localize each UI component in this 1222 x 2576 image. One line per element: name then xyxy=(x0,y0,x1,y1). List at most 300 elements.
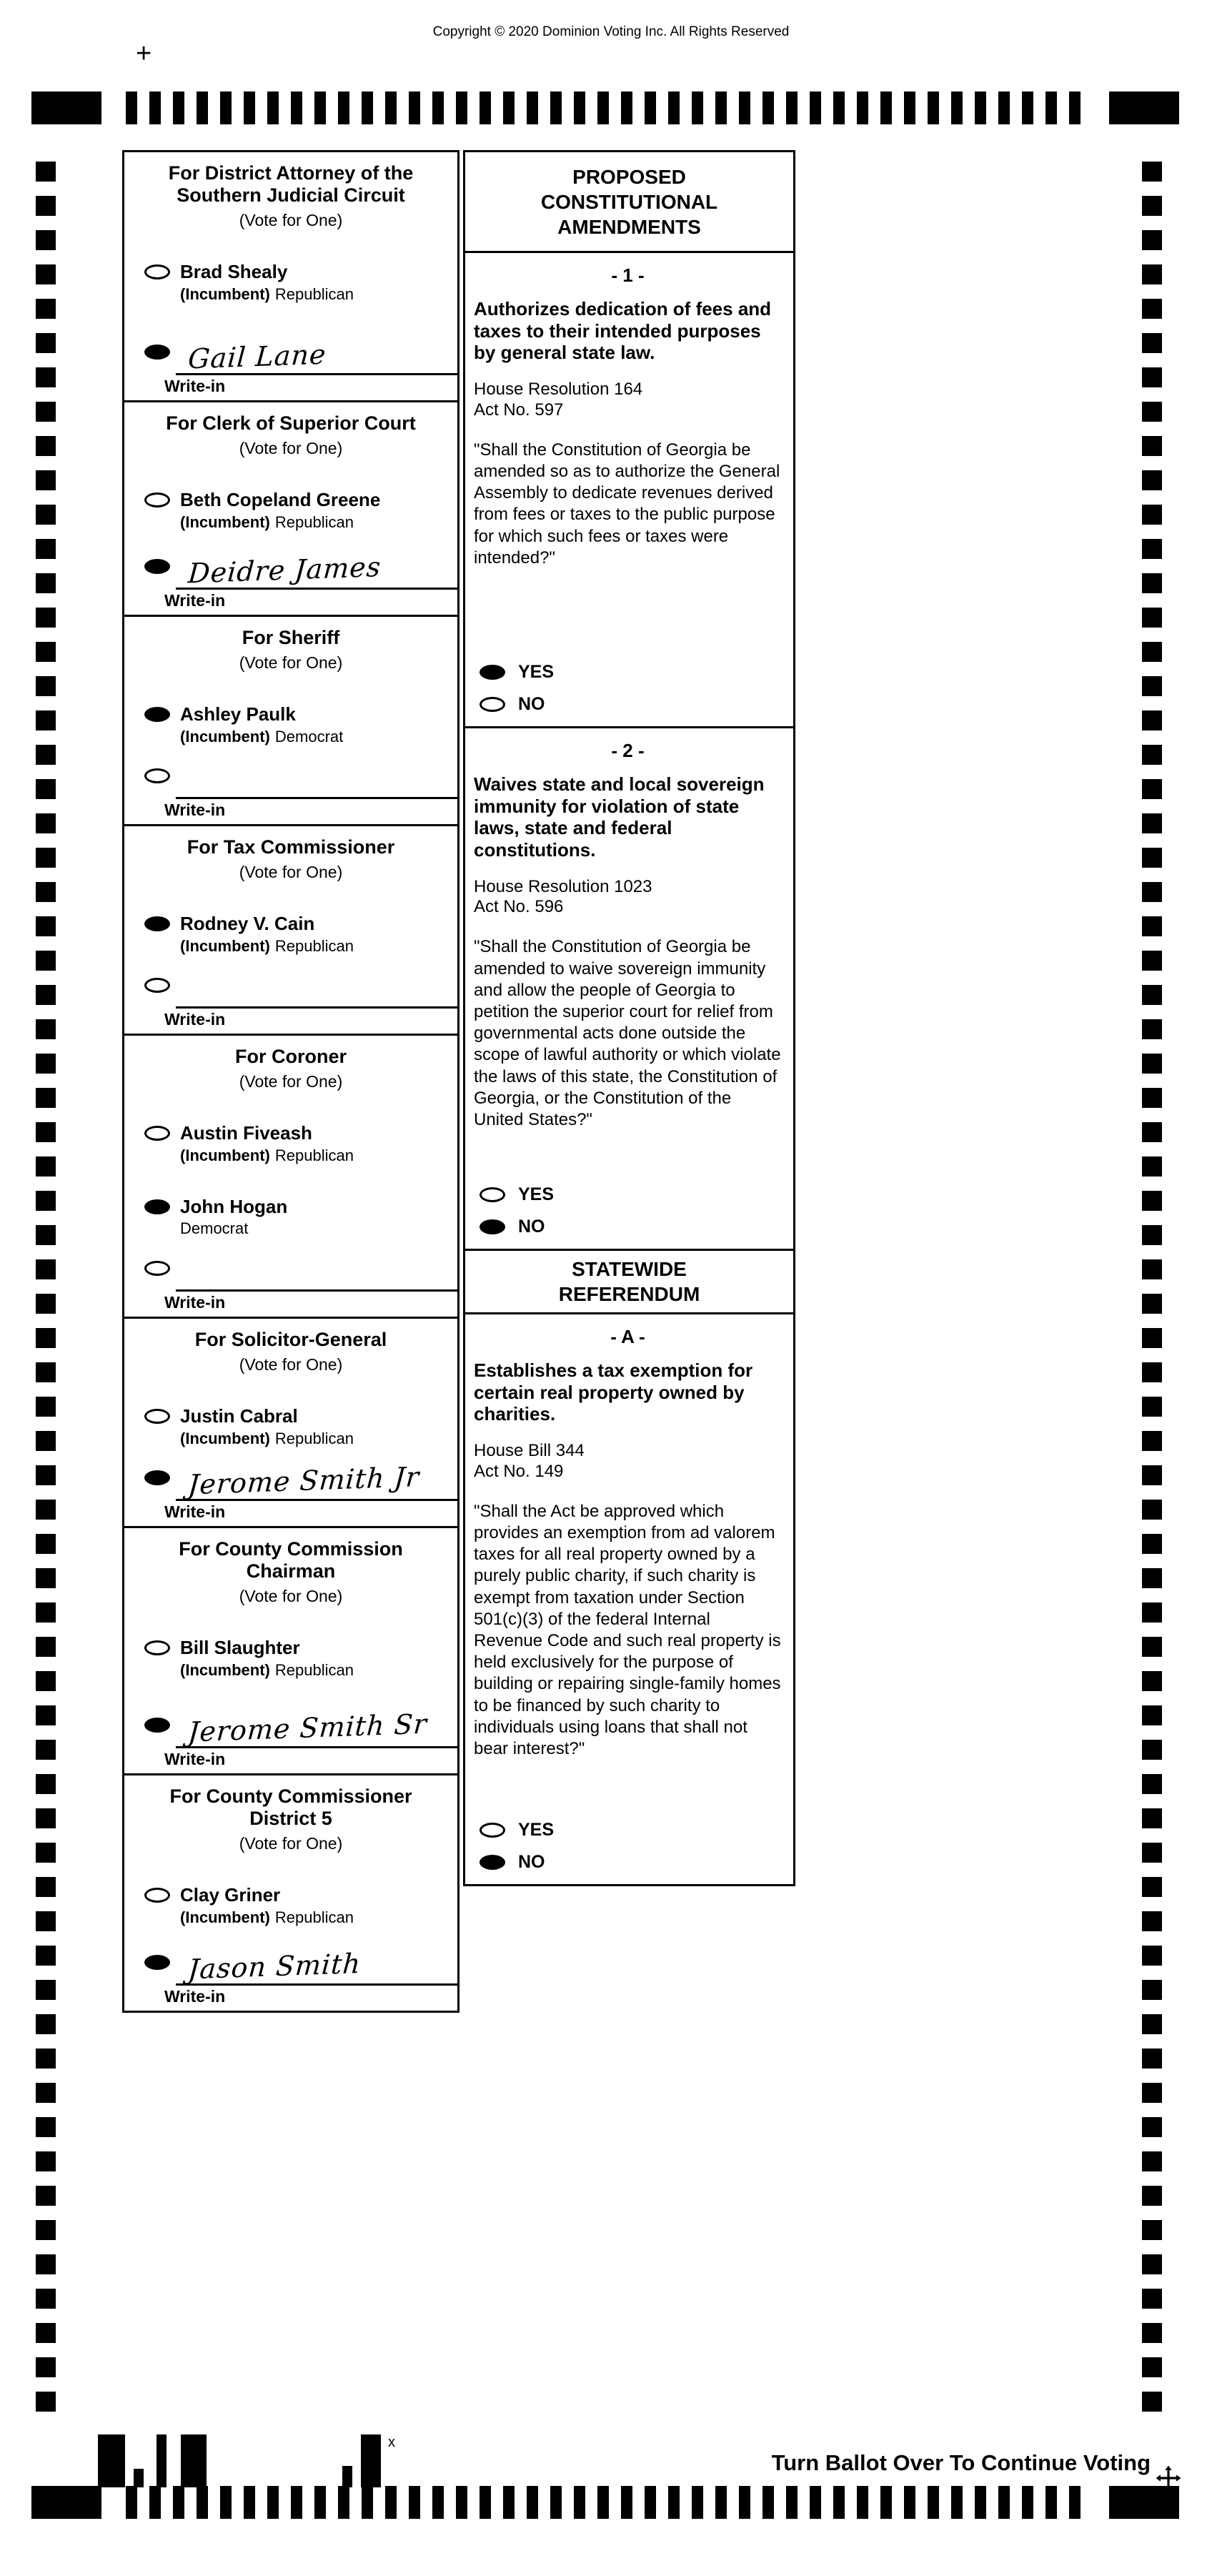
timing-mark xyxy=(1142,162,1162,182)
timing-mark xyxy=(1142,505,1162,525)
timing-mark xyxy=(36,1465,56,1485)
candidate-name: Rodney V. Cain xyxy=(180,913,315,935)
timing-mark xyxy=(1069,2486,1081,2519)
write-in-option[interactable] xyxy=(124,759,457,799)
timing-mark xyxy=(975,2486,986,2519)
write-in-handwriting: Jerome Smith Sr xyxy=(187,1708,429,1748)
candidate-oval[interactable] xyxy=(144,1640,170,1655)
timing-mark xyxy=(362,91,373,124)
candidate-option[interactable] xyxy=(124,262,457,304)
timing-mark xyxy=(1142,2186,1162,2206)
timing-mark xyxy=(36,1225,56,1245)
timing-mark xyxy=(810,2486,821,2519)
party-label: Republican xyxy=(274,1146,354,1164)
timing-mark xyxy=(951,2486,963,2519)
timing-mark xyxy=(1142,402,1162,422)
timing-mark xyxy=(762,2486,774,2519)
candidate-name: Beth Copeland Greene xyxy=(180,489,381,511)
vote-for-instruction: (Vote for One) xyxy=(239,211,343,230)
timing-mark xyxy=(1142,1740,1162,1760)
candidate-option[interactable] xyxy=(124,1197,457,1239)
party-label: Democrat xyxy=(180,1219,249,1238)
choice-label: NO xyxy=(518,694,545,714)
write-in-line[interactable] xyxy=(176,550,457,590)
timing-mark xyxy=(267,91,279,124)
timing-mark xyxy=(36,779,56,799)
timing-mark xyxy=(1142,745,1162,765)
party-label: Republican xyxy=(274,1908,354,1926)
copyright-notice: Copyright © 2020 Dominion Voting Inc. All Rights Reserved xyxy=(432,24,790,39)
timing-mark xyxy=(1142,264,1162,284)
timing-mark xyxy=(36,1843,56,1863)
contest-section xyxy=(122,400,460,617)
timing-mark xyxy=(456,2486,467,2519)
timing-mark xyxy=(1142,1705,1162,1725)
timing-mark xyxy=(1142,230,1162,250)
timing-mark xyxy=(1142,1328,1162,1348)
timing-mark xyxy=(1142,573,1162,593)
timing-mark xyxy=(36,1671,56,1691)
timing-mark xyxy=(574,91,585,124)
vote-for-instruction: (Vote for One) xyxy=(239,653,343,673)
timing-mark xyxy=(1142,1362,1162,1382)
timing-mark xyxy=(1142,779,1162,799)
write-in-label: Write-in xyxy=(164,1293,226,1312)
timing-mark xyxy=(244,2486,255,2519)
timing-block-right xyxy=(1109,91,1179,124)
write-in-line[interactable] xyxy=(176,1708,457,1748)
choice-oval[interactable] xyxy=(480,697,505,712)
timing-mark xyxy=(597,91,609,124)
measure-choice[interactable] xyxy=(480,1852,782,1873)
timing-mark xyxy=(527,91,538,124)
barcode-bar xyxy=(361,2434,381,2487)
write-in-group xyxy=(124,969,457,1034)
incumbent-label: (Incumbent) xyxy=(180,1908,270,1926)
write-in-option[interactable] xyxy=(124,1946,457,1986)
measure-summary: Waives state and local sovereign immunity for violation of state laws, state and federal constitutions. xyxy=(474,773,765,861)
timing-mark xyxy=(857,91,868,124)
timing-mark xyxy=(1142,1294,1162,1314)
barcode-bar xyxy=(98,2434,125,2487)
candidate-option[interactable] xyxy=(124,1123,457,1165)
timing-mark xyxy=(36,676,56,696)
timing-mark xyxy=(621,91,632,124)
timing-bars xyxy=(126,2486,1081,2519)
write-in-group xyxy=(124,1946,457,2011)
timing-mark xyxy=(1142,1054,1162,1074)
contest-title: For Sheriff xyxy=(242,627,340,648)
timing-band-top xyxy=(0,91,1222,124)
timing-mark xyxy=(36,916,56,936)
measure-choices xyxy=(474,1797,782,1873)
measure-choice[interactable] xyxy=(480,694,782,715)
timing-mark xyxy=(1142,985,1162,1005)
timing-mark xyxy=(645,2486,656,2519)
timing-mark xyxy=(998,91,1010,124)
timing-mark xyxy=(503,91,515,124)
write-in-option[interactable] xyxy=(124,335,457,375)
choice-oval[interactable] xyxy=(480,1187,505,1202)
timing-mark xyxy=(36,1705,56,1725)
side-timing-column xyxy=(1142,162,1162,2412)
timing-mark xyxy=(36,367,56,387)
timing-mark xyxy=(550,91,562,124)
write-in-option[interactable] xyxy=(124,550,457,590)
timing-mark xyxy=(291,91,302,124)
contest-title: For County Commission Chairman xyxy=(179,1538,403,1582)
timing-mark xyxy=(951,91,963,124)
timing-mark xyxy=(149,2486,161,2519)
timing-mark xyxy=(36,1637,56,1657)
timing-mark xyxy=(1022,91,1033,124)
timing-mark xyxy=(621,2486,632,2519)
timing-mark xyxy=(36,1602,56,1623)
incumbent-label: (Incumbent) xyxy=(180,1660,270,1679)
timing-mark xyxy=(550,2486,562,2519)
measures-column xyxy=(463,150,795,1886)
registration-barcode xyxy=(98,2434,395,2487)
timing-mark xyxy=(36,2254,56,2274)
candidate-oval[interactable] xyxy=(144,1888,170,1903)
write-in-label: Write-in xyxy=(164,1750,226,1768)
write-in-group xyxy=(124,759,457,824)
timing-mark xyxy=(1142,608,1162,628)
measure-choice[interactable] xyxy=(480,1184,782,1205)
timing-mark xyxy=(36,1877,56,1897)
barcode-bar xyxy=(134,2469,144,2487)
measures-header-title: PROPOSED CONSTITUTIONAL AMENDMENTS xyxy=(540,165,718,238)
timing-mark xyxy=(36,2289,56,2309)
party-label: Republican xyxy=(274,1429,354,1447)
timing-mark xyxy=(1142,2220,1162,2240)
timing-mark xyxy=(36,985,56,1005)
timing-mark xyxy=(645,91,656,124)
candidate-oval[interactable] xyxy=(144,916,170,931)
timing-mark xyxy=(36,2220,56,2240)
timing-mark xyxy=(1142,1259,1162,1279)
candidate-text xyxy=(180,913,354,956)
timing-mark xyxy=(1142,1946,1162,1966)
candidate-text xyxy=(180,490,380,532)
measure-choice[interactable] xyxy=(480,1217,782,1237)
measure-choices xyxy=(474,639,782,715)
write-in-line[interactable] xyxy=(176,1252,457,1292)
timing-mark xyxy=(904,91,915,124)
timing-mark xyxy=(1142,333,1162,353)
write-in-option[interactable] xyxy=(124,1252,457,1292)
timing-mark xyxy=(36,1534,56,1554)
candidate-option[interactable] xyxy=(124,1406,457,1448)
timing-mark xyxy=(1142,1671,1162,1691)
timing-mark xyxy=(739,2486,750,2519)
timing-mark xyxy=(1142,1568,1162,1588)
party-label: Republican xyxy=(274,284,354,303)
measure-number: - 1 - xyxy=(611,264,645,286)
timing-mark xyxy=(503,2486,515,2519)
timing-mark xyxy=(786,2486,798,2519)
measure-section xyxy=(463,726,795,1251)
timing-mark xyxy=(36,2357,56,2377)
timing-mark xyxy=(1142,1808,1162,1828)
incumbent-label: (Incumbent) xyxy=(180,936,270,955)
timing-mark xyxy=(833,91,845,124)
timing-mark xyxy=(480,91,491,124)
candidate-option[interactable] xyxy=(124,1885,457,1927)
candidate-oval[interactable] xyxy=(144,1199,170,1214)
write-in-oval[interactable] xyxy=(144,1718,170,1733)
timing-mark xyxy=(36,1740,56,1760)
write-in-option[interactable] xyxy=(124,1708,457,1748)
timing-mark xyxy=(1142,1431,1162,1451)
timing-mark xyxy=(1142,1877,1162,1897)
timing-mark xyxy=(36,2014,56,2034)
candidate-option[interactable] xyxy=(124,1638,457,1680)
vote-for-instruction: (Vote for One) xyxy=(239,1072,343,1091)
contest-section xyxy=(122,1773,460,2013)
timing-mark xyxy=(36,2323,56,2343)
write-in-group xyxy=(124,335,457,400)
timing-mark xyxy=(36,196,56,216)
timing-mark xyxy=(1142,710,1162,730)
candidate-text xyxy=(180,1638,354,1680)
timing-mark xyxy=(480,2486,491,2519)
timing-mark xyxy=(928,2486,939,2519)
write-in-oval[interactable] xyxy=(144,1470,170,1485)
timing-mark xyxy=(36,264,56,284)
write-in-group xyxy=(124,550,457,615)
timing-mark xyxy=(1142,2323,1162,2343)
timing-mark xyxy=(314,2486,326,2519)
timing-mark xyxy=(810,91,821,124)
timing-mark xyxy=(36,573,56,593)
write-in-option[interactable] xyxy=(124,969,457,1009)
measures-header xyxy=(463,150,795,253)
timing-mark xyxy=(1142,2151,1162,2171)
timing-mark xyxy=(36,848,56,868)
timing-mark xyxy=(338,2486,349,2519)
timing-mark xyxy=(173,2486,184,2519)
candidate-detail xyxy=(180,285,354,304)
incumbent-label: (Incumbent) xyxy=(180,284,270,303)
measure-reference: House Resolution 1023 xyxy=(474,876,652,896)
timing-mark xyxy=(1142,2049,1162,2069)
choice-oval[interactable] xyxy=(480,1219,505,1234)
barcode-mark: x xyxy=(388,2434,395,2450)
timing-mark xyxy=(36,1362,56,1382)
candidate-oval[interactable] xyxy=(144,1409,170,1424)
vote-for-instruction: (Vote for One) xyxy=(239,863,343,882)
timing-mark xyxy=(36,539,56,559)
timing-mark xyxy=(1142,1637,1162,1657)
timing-mark xyxy=(36,1019,56,1039)
candidate-name: Clay Griner xyxy=(180,1884,281,1906)
candidate-oval[interactable] xyxy=(144,492,170,507)
timing-mark xyxy=(36,402,56,422)
timing-mark xyxy=(36,813,56,833)
write-in-handwriting: Deidre James xyxy=(187,550,382,590)
timing-mark xyxy=(1142,951,1162,971)
timing-mark xyxy=(36,1122,56,1142)
timing-mark xyxy=(36,882,56,902)
timing-mark xyxy=(409,2486,420,2519)
timing-mark xyxy=(362,2486,373,2519)
contest-section xyxy=(122,824,460,1036)
party-label: Democrat xyxy=(274,727,344,745)
choice-oval[interactable] xyxy=(480,665,505,680)
candidate-detail xyxy=(180,1908,354,1927)
candidate-option[interactable] xyxy=(124,913,457,956)
timing-mark xyxy=(36,1156,56,1176)
measure-question: "Shall the Constitution of Georgia be amended to waive sovereign immunity and allow the people of Georgia to petition the superior court for relief from governmental acts done outside the scope of lawful authority or which violate the laws of this state, the Constitution of Georgia, or the Constitution of the United States?" xyxy=(474,937,781,1130)
measure-choices xyxy=(474,1161,782,1237)
measure-act-number: Act No. 596 xyxy=(474,897,564,917)
timing-mark xyxy=(880,2486,892,2519)
candidate-option[interactable] xyxy=(124,490,457,532)
timing-mark xyxy=(527,2486,538,2519)
write-in-group xyxy=(124,1461,457,1526)
write-in-oval[interactable] xyxy=(144,559,170,574)
timing-mark xyxy=(36,951,56,971)
write-in-oval[interactable] xyxy=(144,345,170,360)
timing-mark xyxy=(36,1328,56,1348)
timing-mark xyxy=(36,1191,56,1211)
timing-mark xyxy=(1142,1843,1162,1863)
timing-mark xyxy=(880,91,892,124)
contest-section xyxy=(122,1034,460,1319)
candidate-text xyxy=(180,704,343,746)
candidate-detail xyxy=(180,728,343,746)
timing-mark xyxy=(1142,2357,1162,2377)
timing-mark xyxy=(1142,2392,1162,2412)
timing-mark xyxy=(432,91,444,124)
vote-for-instruction: (Vote for One) xyxy=(239,1587,343,1606)
timing-mark xyxy=(1022,2486,1033,2519)
timing-mark xyxy=(1142,367,1162,387)
timing-block-left xyxy=(31,91,101,124)
timing-mark xyxy=(1142,1225,1162,1245)
timing-band-bottom xyxy=(0,2486,1222,2519)
timing-mark xyxy=(338,91,349,124)
timing-mark xyxy=(1142,676,1162,696)
timing-mark xyxy=(762,91,774,124)
candidate-text xyxy=(180,1406,354,1448)
timing-mark xyxy=(1142,1019,1162,1039)
timing-mark xyxy=(786,91,798,124)
timing-mark xyxy=(1142,1774,1162,1794)
measure-choice[interactable] xyxy=(480,1820,782,1841)
registration-plus-mark: + xyxy=(136,39,152,69)
candidate-detail xyxy=(180,1146,354,1165)
write-in-handwriting: Jason Smith xyxy=(187,1947,362,1986)
write-in-line[interactable] xyxy=(176,1461,457,1501)
write-in-oval[interactable] xyxy=(144,1955,170,1970)
timing-mark xyxy=(1142,1156,1162,1176)
timing-mark xyxy=(36,1500,56,1520)
candidate-detail xyxy=(180,937,354,956)
write-in-oval[interactable] xyxy=(144,1261,170,1276)
measure-choice[interactable] xyxy=(480,662,782,683)
timing-mark xyxy=(1142,2289,1162,2309)
timing-mark xyxy=(597,2486,609,2519)
write-in-label: Write-in xyxy=(164,591,226,610)
timing-mark xyxy=(928,91,939,124)
choice-oval[interactable] xyxy=(480,1855,505,1870)
timing-mark xyxy=(36,2117,56,2137)
measure-reference: House Bill 344 xyxy=(474,1441,585,1461)
timing-mark xyxy=(1069,91,1081,124)
candidate-oval[interactable] xyxy=(144,707,170,722)
write-in-group xyxy=(124,1252,457,1317)
write-in-option[interactable] xyxy=(124,1461,457,1501)
candidate-detail xyxy=(180,1219,287,1238)
timing-mark xyxy=(126,2486,137,2519)
timing-mark xyxy=(998,2486,1010,2519)
contest-title: For County Commissioner District 5 xyxy=(169,1785,412,1830)
incumbent-label: (Incumbent) xyxy=(180,1429,270,1447)
timing-mark xyxy=(857,2486,868,2519)
measure-reference: House Resolution 164 xyxy=(474,380,643,400)
candidate-name: Austin Fiveash xyxy=(180,1122,312,1144)
write-in-oval[interactable] xyxy=(144,768,170,783)
candidate-oval[interactable] xyxy=(144,264,170,279)
write-in-handwriting: Gail Lane xyxy=(187,338,327,375)
write-in-line[interactable] xyxy=(176,1946,457,1986)
timing-mark xyxy=(267,2486,279,2519)
candidate-option[interactable] xyxy=(124,704,457,746)
timing-mark xyxy=(36,2186,56,2206)
timing-mark xyxy=(1142,1911,1162,1931)
measure-act-number: Act No. 149 xyxy=(474,1461,564,1481)
timing-mark xyxy=(173,91,184,124)
choice-oval[interactable] xyxy=(480,1823,505,1838)
timing-mark xyxy=(1142,2083,1162,2103)
contest-section xyxy=(122,615,460,826)
timing-mark xyxy=(432,2486,444,2519)
timing-mark xyxy=(1142,1500,1162,1520)
timing-mark xyxy=(1142,1465,1162,1485)
incumbent-label: (Incumbent) xyxy=(180,512,270,531)
turn-ballot-over-text: Turn Ballot Over To Continue Voting xyxy=(771,2450,1151,2475)
write-in-line[interactable] xyxy=(176,969,457,1009)
timing-mark xyxy=(692,91,703,124)
candidate-name: Brad Shealy xyxy=(180,261,288,283)
timing-mark xyxy=(197,2486,208,2519)
candidate-oval[interactable] xyxy=(144,1126,170,1141)
timing-mark xyxy=(197,91,208,124)
timing-mark xyxy=(126,91,137,124)
measure-number: - A - xyxy=(610,1326,645,1347)
timing-mark xyxy=(36,436,56,456)
contest-title: For Solicitor-General xyxy=(194,1329,387,1350)
write-in-line[interactable] xyxy=(176,759,457,799)
timing-mark xyxy=(385,91,397,124)
timing-bars xyxy=(126,91,1081,124)
timing-mark xyxy=(36,162,56,182)
write-in-line[interactable] xyxy=(176,335,457,375)
party-label: Republican xyxy=(274,1660,354,1679)
candidate-detail xyxy=(180,513,380,532)
timing-mark xyxy=(1142,2254,1162,2274)
write-in-label: Write-in xyxy=(164,1010,226,1029)
timing-mark xyxy=(1142,470,1162,490)
timing-mark xyxy=(36,2151,56,2171)
timing-mark xyxy=(1045,91,1057,124)
timing-mark xyxy=(36,299,56,319)
write-in-oval[interactable] xyxy=(144,978,170,993)
timing-block-right xyxy=(1109,2486,1179,2519)
timing-mark xyxy=(1142,2014,1162,2034)
